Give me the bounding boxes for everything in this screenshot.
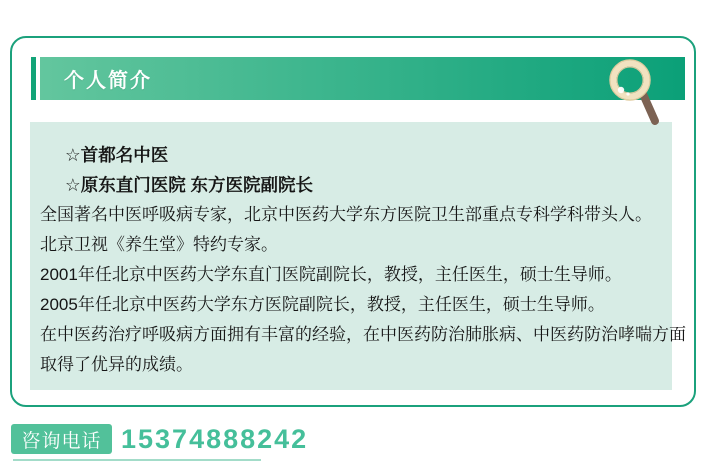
profile-text-line: 2005年任北京中医药大学东方医院副院长，教授，主任医生，硕士生导师。 — [40, 295, 605, 314]
profile-highlight-line: ☆首都名中医 — [65, 145, 169, 165]
profile-text-line: 全国著名中医呼吸病专家，北京中医药大学东方医院卫生部重点专科学科带头人。 — [40, 205, 652, 224]
consult-phone-button[interactable]: 咨询电话 — [11, 424, 112, 454]
phone-underline — [13, 459, 261, 461]
profile-text-line: 取得了优异的成绩。 — [40, 355, 193, 374]
section-header — [40, 57, 685, 100]
header-accent-bar — [31, 57, 36, 100]
phone-number: 15374888242 — [121, 424, 309, 454]
contact-row — [0, 415, 706, 471]
profile-text-line: 北京卫视《养生堂》特约专家。 — [40, 235, 278, 254]
magnifier-icon — [602, 58, 662, 130]
section-title: 个人简介 — [64, 70, 152, 92]
profile-text-line: 在中医药治疗呼吸病方面拥有丰富的经验，在中医药防治肺胀病、中医药防治哮喘方面 — [40, 325, 686, 344]
profile-highlight-line: ☆原东直门医院 东方医院副院长 — [65, 175, 314, 195]
profile-text-line: 2001年任北京中医药大学东直门医院副院长，教授，主任医生，硕士生导师。 — [40, 265, 622, 284]
profile-content — [30, 122, 686, 390]
